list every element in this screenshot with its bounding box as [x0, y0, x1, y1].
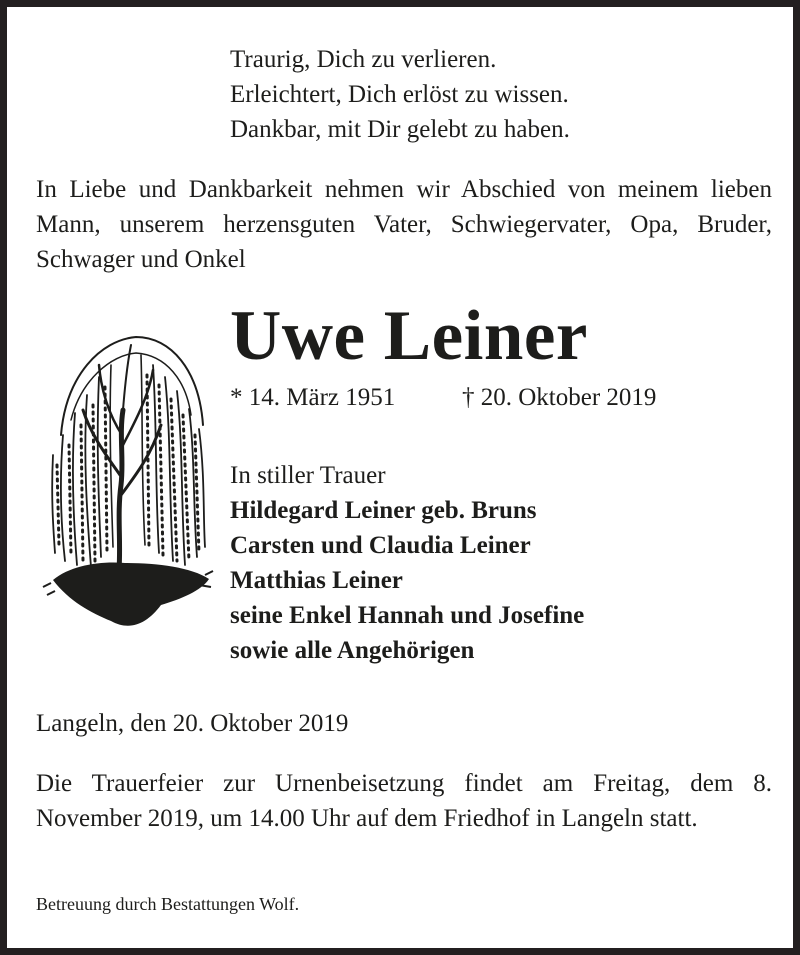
place-and-date: Langeln, den 20. Oktober 2019: [36, 710, 349, 737]
mourner-name: seine Enkel Hannah und Josefine: [230, 602, 585, 629]
mourners-block: [230, 458, 584, 668]
mourner-name: Carsten und Claudia Leiner: [230, 532, 531, 559]
intro-text: In Liebe und Dankbarkeit nehmen wir Abschied von meinem lieben Mann, unserem herzensguten Vater, Schwiegervater, Opa, Bruder, Schwager und Onkel: [36, 176, 772, 273]
life-dates: [230, 380, 657, 415]
weeping-willow-illustration: [41, 325, 215, 635]
death-date: † 20. Oktober 2019: [462, 384, 657, 411]
undertaker-credit: Betreuung durch Bestattungen Wolf.: [36, 894, 300, 914]
funeral-details: Die Trauerfeier zur Urnenbeisetzung findet am Freitag, dem 8. November 2019, um 14.00 Uhr auf dem Friedhof in Langeln statt.: [36, 770, 772, 832]
mourner-name: sowie alle Angehörigen: [230, 637, 475, 664]
mourner-name: Matthias Leiner: [230, 567, 403, 594]
verse-line-3: Dankbar, mit Dir gelebt zu haben.: [230, 116, 570, 143]
verse-line-2: Erleichtert, Dich erlöst zu wissen.: [230, 81, 569, 108]
deceased-name: Uwe Leiner: [230, 297, 588, 375]
verse: [230, 42, 570, 147]
verse-line-1: Traurig, Dich zu verlieren.: [230, 46, 497, 73]
mourner-name: Hildegard Leiner geb. Bruns: [230, 497, 537, 524]
birth-date: * 14. März 1951: [230, 384, 396, 411]
mourners-heading: In stiller Trauer: [230, 462, 386, 489]
